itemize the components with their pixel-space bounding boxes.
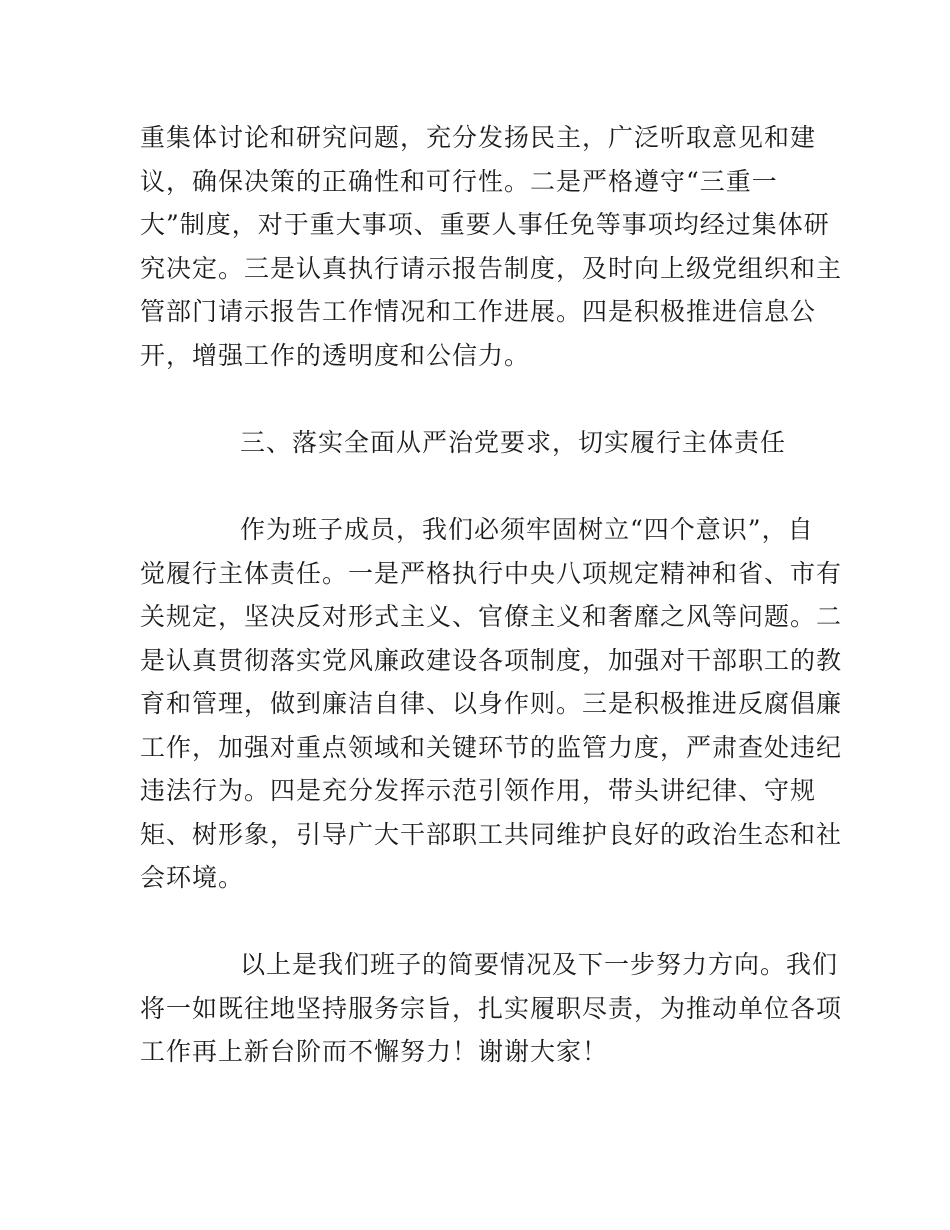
text-line: 矩、树形象，引导广大干部职工共同维护良好的政治生态和社 xyxy=(140,820,843,849)
text-line: 关规定，坚决反对形式主义、官僚主义和奢靡之风等问题。二 xyxy=(140,602,843,631)
text-line: 违法行为。四是充分发挥示范引领作用，带头讲纪律、守规 xyxy=(140,776,817,805)
text-line: 工作，加强对重点领域和关键环节的监管力度，严肃查处违纪 xyxy=(140,733,843,762)
text-line: 育和管理，做到廉洁自律、以身作则。三是积极推进反腐倡廉 xyxy=(140,689,843,718)
text-line: 觉履行主体责任。一是严格执行中央八项规定精神和省、市有 xyxy=(140,559,843,588)
text-line: 作为班子成员，我们必须牢固树立“四个意识”，自 xyxy=(240,515,814,544)
text-line: 是认真贯彻落实党风廉政建设各项制度，加强对干部职工的教 xyxy=(140,646,843,675)
text-line: 以上是我们班子的简要情况及下一步努力方向。我们 xyxy=(240,950,839,979)
section-heading: 三、落实全面从严治党要求，切实履行主体责任 xyxy=(240,428,787,457)
text-line: 重集体讨论和研究问题，充分发扬民主，广泛听取意见和建 xyxy=(140,123,817,152)
text-line: 工作再上新台阶而不懈努力！谢谢大家！ xyxy=(140,1037,609,1066)
text-line: 大”制度，对于重大事项、重要人事任免等事项均经过集体研 xyxy=(140,210,830,239)
text-line: 开，增强工作的透明度和公信力。 xyxy=(140,341,531,370)
text-line: 究决定。三是认真执行请示报告制度，及时向上级党组织和主 xyxy=(140,254,843,283)
text-line: 管部门请示报告工作情况和工作进展。四是积极推进信息公 xyxy=(140,297,817,326)
text-line: 将一如既往地坚持服务宗旨，扎实履职尽责，为推动单位各项 xyxy=(140,994,843,1023)
text-line: 会环境。 xyxy=(140,863,245,892)
text-line: 议，确保决策的正确性和可行性。二是严格遵守“三重一 xyxy=(140,167,778,196)
